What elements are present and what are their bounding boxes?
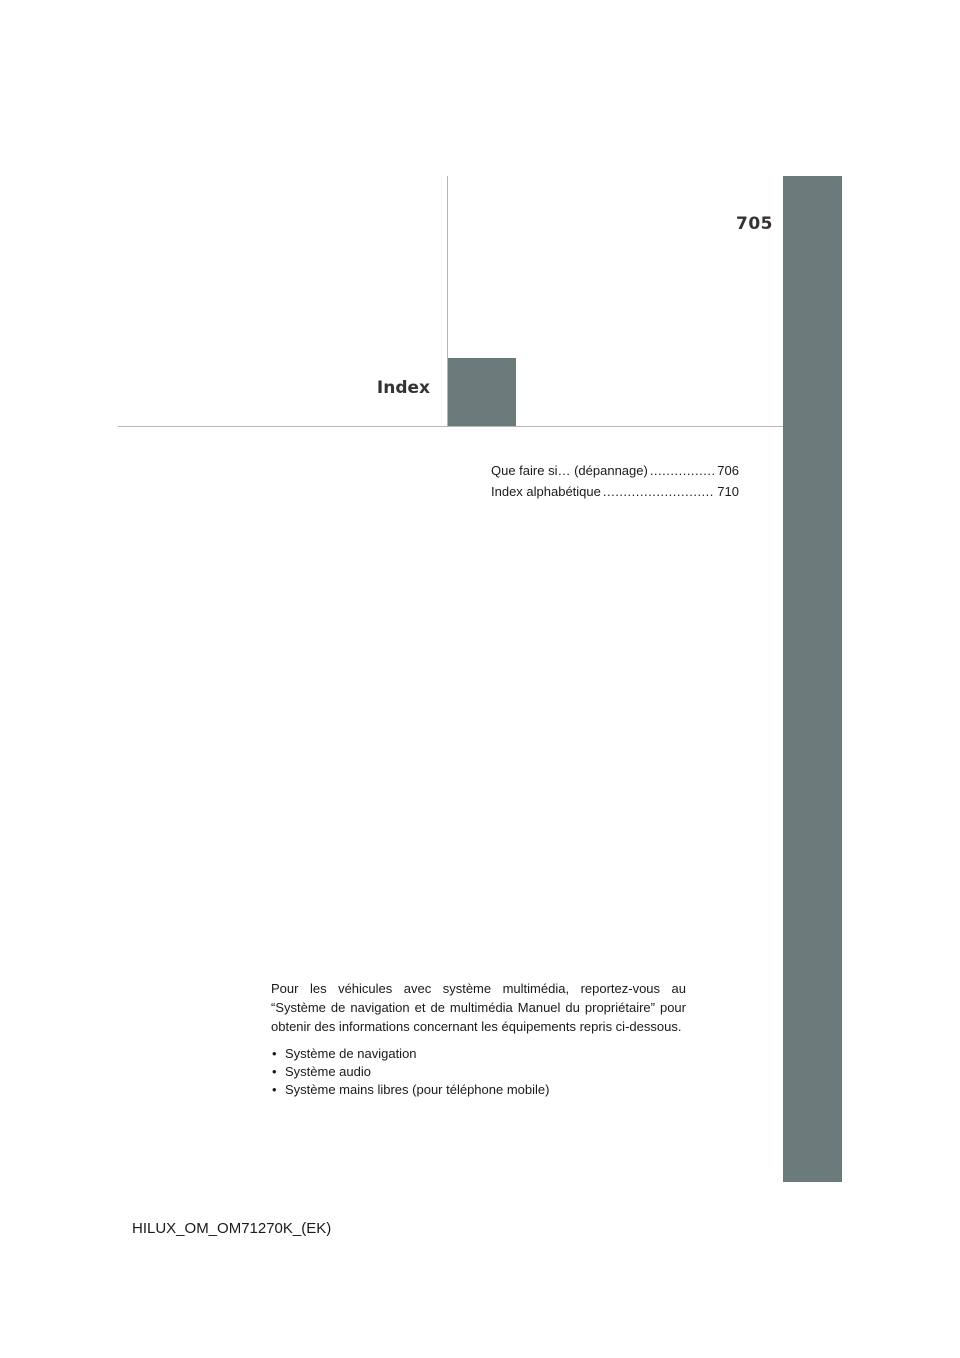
toc-entry-title: Index alphabétique: [491, 484, 601, 499]
note-paragraph: Pour les véhicules avec système multimédia, reportez-vous au “Système de navigation et de multimédia Manuel du propriétaire” pour obtenir des informations concernant les équipements repris ci-dessous.: [271, 981, 686, 1034]
toc-leader-dots: [603, 481, 715, 502]
toc-entry-page: 706: [717, 463, 739, 478]
horizontal-divider: [118, 426, 783, 427]
list-item: [271, 1081, 686, 1099]
document-code: HILUX_OM_OM71270K_(EK): [132, 1220, 332, 1237]
multimedia-note: [271, 979, 686, 1099]
bullet-icon: •: [272, 1064, 277, 1079]
list-item: [271, 1063, 686, 1081]
note-list: [271, 1045, 686, 1099]
chapter-side-bar: [783, 176, 842, 1182]
section-title: Index: [376, 378, 430, 398]
list-item-text: Système audio: [285, 1064, 371, 1079]
list-item-text: Système de navigation: [285, 1046, 417, 1061]
toc-entry-title: Que faire si… (dépannage): [491, 463, 648, 478]
bullet-icon: •: [272, 1046, 277, 1061]
page-number: 705: [736, 214, 773, 234]
bullet-icon: •: [272, 1082, 277, 1097]
toc-leader-dots: [650, 460, 715, 481]
table-of-contents: [491, 460, 739, 502]
toc-entry-page: 710: [717, 484, 739, 499]
toc-entry-alphabetical-index[interactable]: [491, 481, 739, 502]
section-title-block: [448, 358, 516, 426]
list-item-text: Système mains libres (pour téléphone mobile): [285, 1082, 550, 1097]
toc-entry-troubleshooting[interactable]: [491, 460, 739, 481]
list-item: [271, 1045, 686, 1063]
